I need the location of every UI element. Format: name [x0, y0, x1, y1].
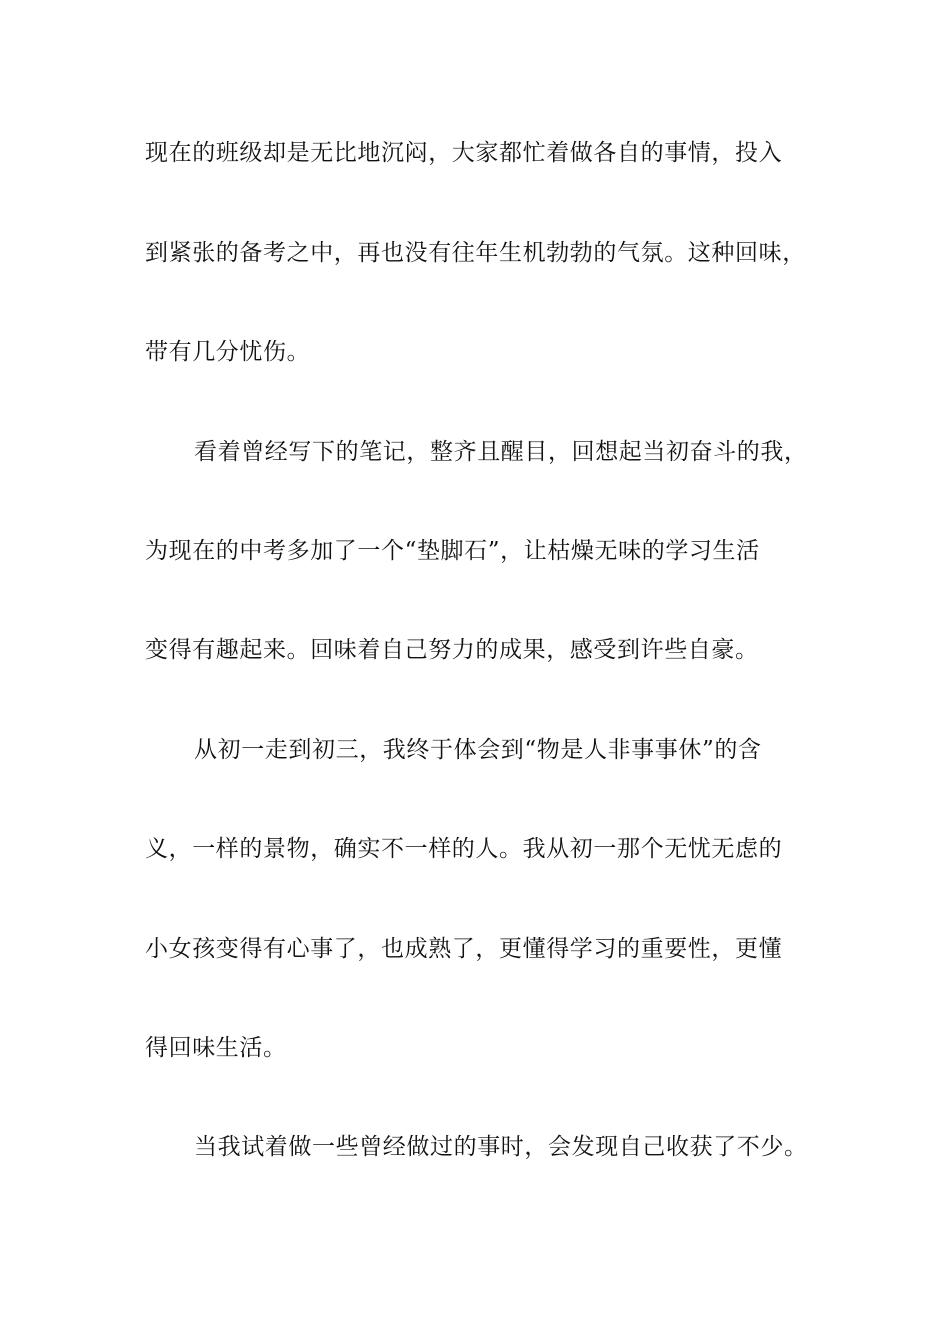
text-line-4: 看着曾经写下的笔记，整齐且醒目，回想起当初奋斗的我， [194, 439, 808, 465]
text-line-10: 得回味生活。 [145, 1035, 287, 1061]
text-line-3: 带有几分忧伤。 [145, 339, 311, 365]
text-line-5: 为现在的中考多加了一个“垫脚石”，让枯燥无味的学习生活 [145, 538, 760, 564]
text-line-11: 当我试着做一些曾经做过的事时，会发现自己收获了不少。 [194, 1134, 808, 1160]
text-line-7: 从初一走到初三，我终于体会到“物是人非事事休”的含 [194, 737, 762, 763]
text-line-9: 小女孩变得有心事了，也成熟了，更懂得学习的重要性，更懂 [145, 936, 783, 962]
text-line-1: 现在的班级却是无比地沉闷，大家都忙着做各自的事情，投入 [145, 140, 783, 166]
text-line-8: 义，一样的景物，确实不一样的人。我从初一那个无忧无虑的 [145, 836, 783, 862]
text-line-6: 变得有趣起来。回味着自己努力的成果，感受到许些自豪。 [145, 637, 759, 663]
text-line-2: 到紧张的备考之中，再也没有往年生机勃勃的气氛。这种回味， [145, 240, 806, 266]
